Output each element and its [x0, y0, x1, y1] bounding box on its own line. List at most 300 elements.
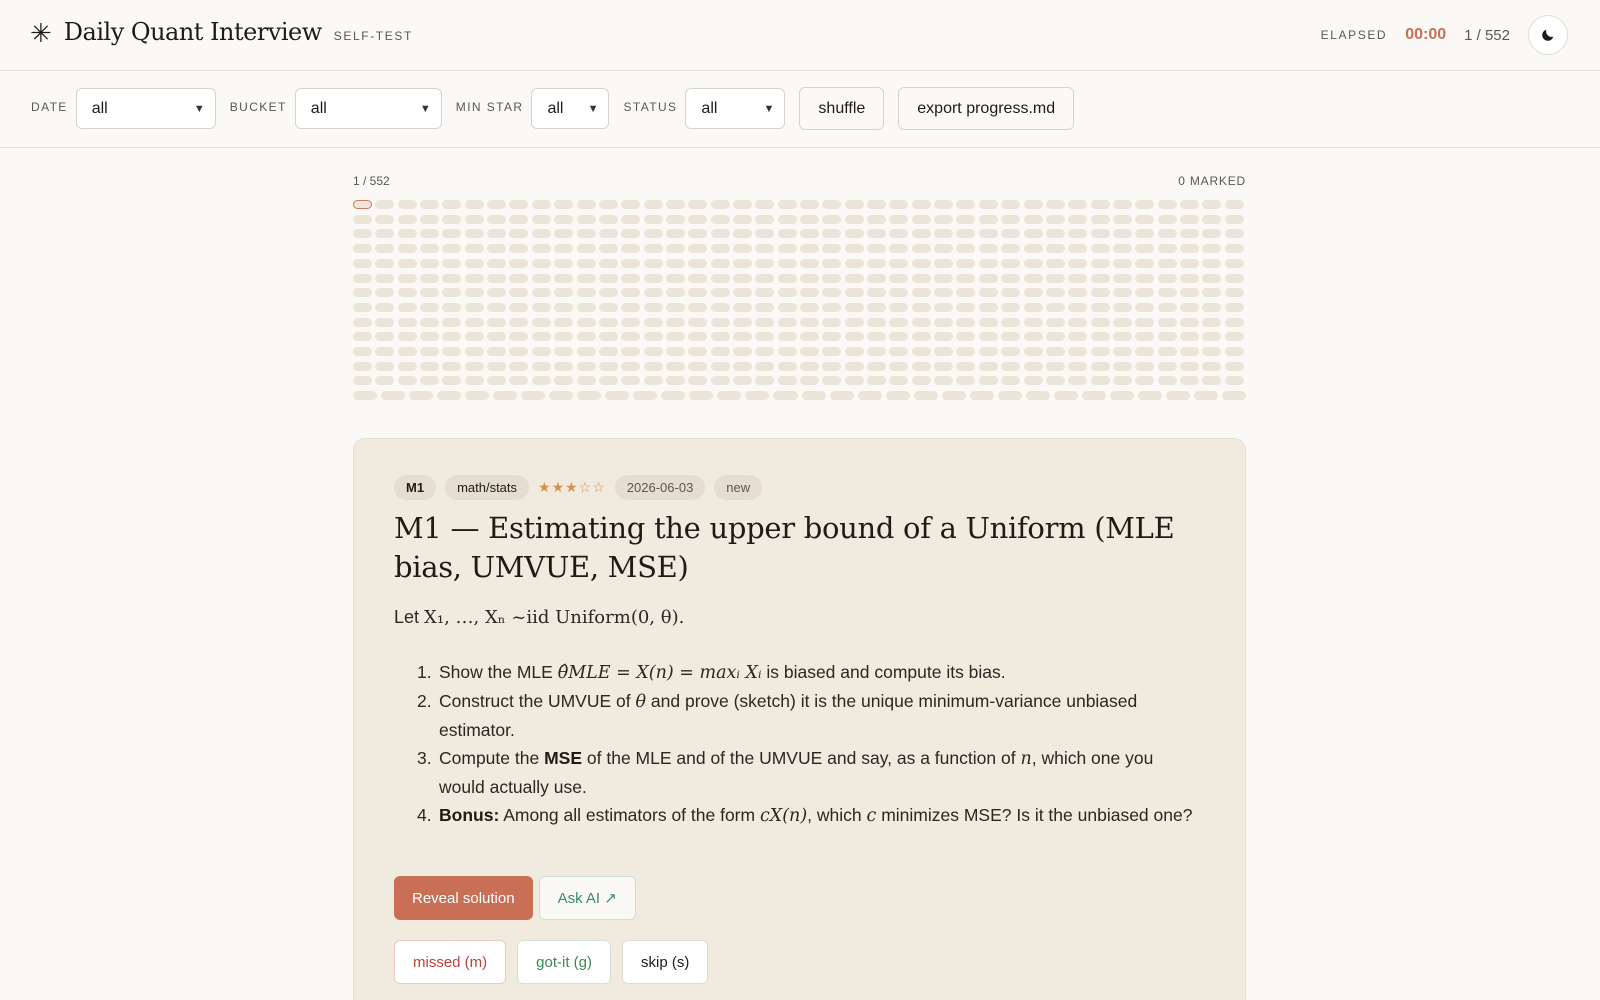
- grid-cell[interactable]: [1158, 215, 1177, 224]
- grid-cell[interactable]: [755, 376, 774, 385]
- grid-cell[interactable]: [1158, 347, 1177, 356]
- grid-cell[interactable]: [1202, 376, 1221, 385]
- grid-cell[interactable]: [398, 215, 417, 224]
- grid-cell[interactable]: [1001, 376, 1020, 385]
- grid-cell[interactable]: [621, 376, 640, 385]
- grid-cell[interactable]: [666, 288, 685, 297]
- grid-cell[interactable]: [465, 347, 484, 356]
- grid-cell[interactable]: [621, 347, 640, 356]
- grid-cell[interactable]: [733, 288, 752, 297]
- grid-cell[interactable]: [1068, 244, 1087, 253]
- grid-cell[interactable]: [1180, 362, 1199, 371]
- grid-cell[interactable]: [822, 288, 841, 297]
- grid-cell[interactable]: [845, 215, 864, 224]
- grid-cell[interactable]: [621, 215, 640, 224]
- grid-cell[interactable]: [442, 303, 461, 312]
- grid-cell[interactable]: [979, 259, 998, 268]
- grid-cell[interactable]: [1068, 288, 1087, 297]
- grid-cell[interactable]: [1091, 215, 1110, 224]
- grid-cell[interactable]: [1024, 200, 1043, 209]
- grid-cell[interactable]: [822, 244, 841, 253]
- grid-cell[interactable]: [554, 288, 573, 297]
- grid-cell[interactable]: [353, 332, 372, 341]
- grid-cell[interactable]: [666, 362, 685, 371]
- grid-cell[interactable]: [867, 362, 886, 371]
- grid-cell[interactable]: [867, 318, 886, 327]
- grid-cell[interactable]: [733, 362, 752, 371]
- grid-cell[interactable]: [711, 259, 730, 268]
- grid-cell[interactable]: [398, 244, 417, 253]
- grid-cell[interactable]: [1082, 391, 1106, 400]
- grid-cell[interactable]: [778, 244, 797, 253]
- grid-cell[interactable]: [778, 229, 797, 238]
- grid-cell[interactable]: [1046, 288, 1065, 297]
- grid-cell[interactable]: [912, 303, 931, 312]
- grid-cell[interactable]: [934, 303, 953, 312]
- grid-cell[interactable]: [442, 376, 461, 385]
- grid-cell[interactable]: [956, 318, 975, 327]
- grid-cell[interactable]: [442, 229, 461, 238]
- grid-cell[interactable]: [549, 391, 573, 400]
- grid-cell[interactable]: [998, 391, 1022, 400]
- grid-cell[interactable]: [711, 244, 730, 253]
- grid-cell[interactable]: [822, 215, 841, 224]
- grid-cell[interactable]: [867, 332, 886, 341]
- grid-cell[interactable]: [442, 274, 461, 283]
- grid-cell[interactable]: [778, 274, 797, 283]
- grid-cell[interactable]: [934, 274, 953, 283]
- grid-cell[interactable]: [375, 288, 394, 297]
- grid-cell[interactable]: [755, 229, 774, 238]
- grid-cell[interactable]: [1068, 362, 1087, 371]
- grid-cell[interactable]: [1113, 332, 1132, 341]
- grid-cell[interactable]: [644, 288, 663, 297]
- ask-ai-button[interactable]: Ask AI ↗: [539, 876, 636, 920]
- grid-cell[interactable]: [532, 215, 551, 224]
- shuffle-button[interactable]: shuffle: [799, 87, 884, 130]
- grid-cell[interactable]: [465, 215, 484, 224]
- grid-cell[interactable]: [1202, 244, 1221, 253]
- grid-cell[interactable]: [867, 303, 886, 312]
- grid-cell[interactable]: [717, 391, 741, 400]
- grid-cell[interactable]: [375, 259, 394, 268]
- grid-cell[interactable]: [577, 288, 596, 297]
- grid-cell[interactable]: [1091, 244, 1110, 253]
- grid-cell[interactable]: [554, 376, 573, 385]
- grid-cell[interactable]: [621, 288, 640, 297]
- grid-cell[interactable]: [845, 303, 864, 312]
- grid-cell[interactable]: [755, 259, 774, 268]
- grid-cell[interactable]: [532, 274, 551, 283]
- grid-cell[interactable]: [755, 200, 774, 209]
- grid-cell[interactable]: [1091, 288, 1110, 297]
- grid-cell[interactable]: [822, 318, 841, 327]
- grid-cell[interactable]: [1113, 215, 1132, 224]
- grid-cell[interactable]: [1225, 303, 1244, 312]
- grid-cell[interactable]: [979, 362, 998, 371]
- grid-cell[interactable]: [420, 376, 439, 385]
- grid-cell[interactable]: [554, 362, 573, 371]
- grid-cell[interactable]: [1110, 391, 1134, 400]
- grid-cell[interactable]: [621, 244, 640, 253]
- grid-cell[interactable]: [956, 347, 975, 356]
- grid-cell[interactable]: [554, 229, 573, 238]
- grid-cell[interactable]: [867, 376, 886, 385]
- grid-cell[interactable]: [487, 332, 506, 341]
- grid-cell[interactable]: [1024, 288, 1043, 297]
- grid-cell[interactable]: [661, 391, 685, 400]
- grid-cell[interactable]: [1202, 303, 1221, 312]
- grid-cell[interactable]: [688, 376, 707, 385]
- grid-cell[interactable]: [733, 229, 752, 238]
- grid-cell[interactable]: [688, 362, 707, 371]
- grid-cell[interactable]: [711, 347, 730, 356]
- grid-cell[interactable]: [1046, 347, 1065, 356]
- grid-cell[interactable]: [1001, 259, 1020, 268]
- grid-cell[interactable]: [773, 391, 797, 400]
- grid-cell[interactable]: [914, 391, 938, 400]
- grid-cell[interactable]: [711, 362, 730, 371]
- grid-cell[interactable]: [509, 274, 528, 283]
- grid-cell[interactable]: [934, 332, 953, 341]
- grid-cell[interactable]: [599, 347, 618, 356]
- grid-cell[interactable]: [532, 332, 551, 341]
- grid-cell[interactable]: [420, 288, 439, 297]
- grid-cell[interactable]: [800, 376, 819, 385]
- grid-cell[interactable]: [599, 200, 618, 209]
- grid-cell[interactable]: [912, 244, 931, 253]
- grid-cell[interactable]: [1046, 259, 1065, 268]
- grid-cell[interactable]: [845, 347, 864, 356]
- grid-cell[interactable]: [942, 391, 966, 400]
- grid-cell[interactable]: [666, 274, 685, 283]
- grid-cell[interactable]: [1158, 332, 1177, 341]
- grid-cell[interactable]: [353, 318, 372, 327]
- grid-cell[interactable]: [577, 215, 596, 224]
- grid-cell[interactable]: [375, 244, 394, 253]
- grid-cell[interactable]: [1046, 318, 1065, 327]
- grid-cell[interactable]: [1225, 332, 1244, 341]
- grid-cell[interactable]: [1113, 362, 1132, 371]
- grid-cell[interactable]: [577, 318, 596, 327]
- grid-cell[interactable]: [1024, 303, 1043, 312]
- grid-cell[interactable]: [889, 303, 908, 312]
- grid-cell[interactable]: [1091, 259, 1110, 268]
- grid-cell[interactable]: [1135, 318, 1154, 327]
- grid-cell[interactable]: [867, 347, 886, 356]
- grid-cell[interactable]: [375, 215, 394, 224]
- grid-cell[interactable]: [889, 318, 908, 327]
- grid-cell[interactable]: [577, 362, 596, 371]
- grid-cell[interactable]: [1001, 200, 1020, 209]
- grid-cell[interactable]: [381, 391, 405, 400]
- grid-cell[interactable]: [889, 200, 908, 209]
- grid-cell[interactable]: [398, 259, 417, 268]
- grid-cell[interactable]: [1068, 200, 1087, 209]
- grid-cell[interactable]: [1113, 244, 1132, 253]
- grid-cell[interactable]: [1135, 347, 1154, 356]
- grid-cell[interactable]: [800, 318, 819, 327]
- grid-cell[interactable]: [621, 332, 640, 341]
- grid-cell[interactable]: [465, 332, 484, 341]
- missed-button[interactable]: missed (m): [394, 940, 506, 984]
- grid-cell[interactable]: [375, 318, 394, 327]
- grid-cell[interactable]: [1158, 288, 1177, 297]
- grid-cell[interactable]: [532, 244, 551, 253]
- grid-cell[interactable]: [420, 347, 439, 356]
- grid-cell[interactable]: [621, 318, 640, 327]
- grid-cell[interactable]: [1180, 376, 1199, 385]
- grid-cell[interactable]: [487, 376, 506, 385]
- grid-cell[interactable]: [554, 215, 573, 224]
- grid-cell[interactable]: [733, 318, 752, 327]
- grid-cell[interactable]: [644, 362, 663, 371]
- grid-cell[interactable]: [889, 274, 908, 283]
- grid-cell[interactable]: [1068, 376, 1087, 385]
- grid-cell[interactable]: [554, 200, 573, 209]
- grid-cell[interactable]: [867, 259, 886, 268]
- grid-cell[interactable]: [1024, 274, 1043, 283]
- grid-cell[interactable]: [845, 244, 864, 253]
- grid-cell[interactable]: [644, 259, 663, 268]
- grid-cell[interactable]: [420, 244, 439, 253]
- grid-cell[interactable]: [845, 318, 864, 327]
- grid-cell[interactable]: [487, 274, 506, 283]
- grid-cell[interactable]: [956, 303, 975, 312]
- grid-cell[interactable]: [1194, 391, 1218, 400]
- grid-cell[interactable]: [666, 347, 685, 356]
- grid-cell[interactable]: [1113, 229, 1132, 238]
- grid-cell[interactable]: [644, 318, 663, 327]
- grid-cell[interactable]: [521, 391, 545, 400]
- grid-cell[interactable]: [1091, 229, 1110, 238]
- grid-cell[interactable]: [1091, 318, 1110, 327]
- grid-cell[interactable]: [554, 318, 573, 327]
- grid-cell[interactable]: [1202, 288, 1221, 297]
- grid-cell[interactable]: [889, 376, 908, 385]
- grid-cell[interactable]: [711, 288, 730, 297]
- grid-cell[interactable]: [1202, 362, 1221, 371]
- grid-cell[interactable]: [934, 362, 953, 371]
- grid-cell[interactable]: [889, 332, 908, 341]
- grid-cell[interactable]: [889, 347, 908, 356]
- grid-cell[interactable]: [1158, 244, 1177, 253]
- grid-cell[interactable]: [353, 244, 372, 253]
- grid-cell[interactable]: [375, 200, 394, 209]
- grid-cell[interactable]: [1068, 274, 1087, 283]
- grid-cell[interactable]: [621, 259, 640, 268]
- grid-cell[interactable]: [442, 244, 461, 253]
- grid-cell[interactable]: [956, 259, 975, 268]
- grid-cell[interactable]: [745, 391, 769, 400]
- grid-cell[interactable]: [1135, 376, 1154, 385]
- grid-cell[interactable]: [1202, 215, 1221, 224]
- grid-cell[interactable]: [912, 332, 931, 341]
- grid-cell[interactable]: [1180, 274, 1199, 283]
- grid-cell[interactable]: [1046, 362, 1065, 371]
- grid-cell[interactable]: [1135, 244, 1154, 253]
- grid-cell[interactable]: [599, 303, 618, 312]
- grid-cell[interactable]: [1068, 347, 1087, 356]
- grid-cell[interactable]: [1001, 332, 1020, 341]
- grid-cell[interactable]: [778, 362, 797, 371]
- grid-cell[interactable]: [621, 303, 640, 312]
- grid-cell[interactable]: [1135, 215, 1154, 224]
- grid-cell[interactable]: [1135, 274, 1154, 283]
- grid-cell[interactable]: [1113, 274, 1132, 283]
- grid-cell[interactable]: [1135, 303, 1154, 312]
- export-progress-button[interactable]: export progress.md: [898, 87, 1074, 130]
- grid-cell[interactable]: [845, 362, 864, 371]
- grid-cell[interactable]: [1113, 259, 1132, 268]
- grid-cell[interactable]: [688, 200, 707, 209]
- grid-cell[interactable]: [375, 347, 394, 356]
- grid-cell[interactable]: [711, 318, 730, 327]
- bucket-filter-select[interactable]: [295, 88, 442, 129]
- grid-cell[interactable]: [1046, 215, 1065, 224]
- grid-cell[interactable]: [755, 215, 774, 224]
- grid-cell[interactable]: [1180, 303, 1199, 312]
- grid-cell[interactable]: [554, 259, 573, 268]
- grid-cell[interactable]: [577, 200, 596, 209]
- grid-cell[interactable]: [398, 303, 417, 312]
- grid-cell[interactable]: [733, 200, 752, 209]
- grid-cell[interactable]: [532, 362, 551, 371]
- grid-cell[interactable]: [599, 274, 618, 283]
- grid-cell[interactable]: [577, 391, 601, 400]
- grid-cell[interactable]: [934, 318, 953, 327]
- grid-cell[interactable]: [934, 288, 953, 297]
- grid-cell[interactable]: [509, 332, 528, 341]
- grid-cell[interactable]: [493, 391, 517, 400]
- grid-cell[interactable]: [912, 347, 931, 356]
- grid-cell[interactable]: [755, 318, 774, 327]
- grid-cell[interactable]: [934, 244, 953, 253]
- grid-cell[interactable]: [912, 215, 931, 224]
- grid-cell[interactable]: [599, 318, 618, 327]
- grid-cell[interactable]: [979, 244, 998, 253]
- grid-cell[interactable]: [487, 288, 506, 297]
- grid-cell[interactable]: [912, 259, 931, 268]
- grid-cell[interactable]: [858, 391, 882, 400]
- grid-cell[interactable]: [1046, 244, 1065, 253]
- grid-cell[interactable]: [1001, 318, 1020, 327]
- grid-cell[interactable]: [465, 244, 484, 253]
- grid-cell[interactable]: [822, 332, 841, 341]
- grid-cell[interactable]: [644, 303, 663, 312]
- grid-cell[interactable]: [822, 259, 841, 268]
- grid-cell[interactable]: [822, 347, 841, 356]
- grid-cell[interactable]: [800, 274, 819, 283]
- grid-cell[interactable]: [420, 274, 439, 283]
- grid-cell[interactable]: [845, 376, 864, 385]
- grid-cell[interactable]: [1180, 259, 1199, 268]
- grid-cell[interactable]: [605, 391, 629, 400]
- grid-cell[interactable]: [353, 229, 372, 238]
- grid-cell[interactable]: [889, 259, 908, 268]
- grid-cell[interactable]: [442, 259, 461, 268]
- grid-cell[interactable]: [621, 274, 640, 283]
- grid-cell[interactable]: [778, 215, 797, 224]
- grid-cell[interactable]: [688, 303, 707, 312]
- grid-cell[interactable]: [398, 229, 417, 238]
- grid-cell[interactable]: [1113, 200, 1132, 209]
- grid-cell[interactable]: [979, 303, 998, 312]
- grid-cell[interactable]: [599, 332, 618, 341]
- grid-cell[interactable]: [778, 347, 797, 356]
- grid-cell[interactable]: [800, 244, 819, 253]
- grid-cell[interactable]: [666, 215, 685, 224]
- grid-cell[interactable]: [644, 347, 663, 356]
- grid-cell[interactable]: [845, 229, 864, 238]
- grid-cell[interactable]: [1068, 318, 1087, 327]
- grid-cell[interactable]: [733, 259, 752, 268]
- grid-cell[interactable]: [487, 229, 506, 238]
- grid-cell[interactable]: [465, 259, 484, 268]
- grid-cell[interactable]: [822, 200, 841, 209]
- grid-cell[interactable]: [1024, 332, 1043, 341]
- skip-button[interactable]: skip (s): [622, 940, 708, 984]
- grid-cell[interactable]: [956, 376, 975, 385]
- grid-cell[interactable]: [979, 200, 998, 209]
- grid-cell[interactable]: [420, 215, 439, 224]
- grid-cell[interactable]: [577, 244, 596, 253]
- grid-cell[interactable]: [599, 244, 618, 253]
- grid-cell[interactable]: [375, 362, 394, 371]
- grid-cell[interactable]: [577, 259, 596, 268]
- grid-cell[interactable]: [970, 391, 994, 400]
- grid-cell[interactable]: [1166, 391, 1190, 400]
- grid-cell[interactable]: [1091, 376, 1110, 385]
- grid-cell[interactable]: [375, 274, 394, 283]
- grid-cell[interactable]: [688, 288, 707, 297]
- grid-cell[interactable]: [1046, 303, 1065, 312]
- grid-cell[interactable]: [599, 362, 618, 371]
- grid-cell[interactable]: [822, 274, 841, 283]
- grid-cell[interactable]: [778, 332, 797, 341]
- grid-cell[interactable]: [688, 318, 707, 327]
- grid-cell[interactable]: [532, 259, 551, 268]
- grid-cell[interactable]: [1180, 288, 1199, 297]
- grid-cell[interactable]: [1158, 362, 1177, 371]
- grid-cell[interactable]: [1202, 200, 1221, 209]
- grid-cell[interactable]: [353, 391, 377, 400]
- grid-cell[interactable]: [867, 229, 886, 238]
- grid-cell[interactable]: [554, 303, 573, 312]
- grid-cell[interactable]: [1222, 391, 1246, 400]
- grid-cell[interactable]: [420, 332, 439, 341]
- grid-cell[interactable]: [666, 200, 685, 209]
- grid-cell[interactable]: [1202, 347, 1221, 356]
- grid-cell[interactable]: [1180, 229, 1199, 238]
- grid-cell[interactable]: [689, 391, 713, 400]
- grid-cell[interactable]: [487, 303, 506, 312]
- grid-cell[interactable]: [1068, 332, 1087, 341]
- grid-cell[interactable]: [487, 215, 506, 224]
- grid-cell[interactable]: [886, 391, 910, 400]
- grid-cell[interactable]: [375, 303, 394, 312]
- grid-cell[interactable]: [1202, 318, 1221, 327]
- grid-cell[interactable]: [688, 274, 707, 283]
- grid-cell[interactable]: [465, 362, 484, 371]
- grid-cell[interactable]: [1135, 259, 1154, 268]
- grid-cell[interactable]: [621, 200, 640, 209]
- grid-cell[interactable]: [778, 259, 797, 268]
- grid-cell[interactable]: [509, 362, 528, 371]
- grid-cell[interactable]: [1225, 347, 1244, 356]
- grid-cell[interactable]: [465, 391, 489, 400]
- grid-cell[interactable]: [1024, 244, 1043, 253]
